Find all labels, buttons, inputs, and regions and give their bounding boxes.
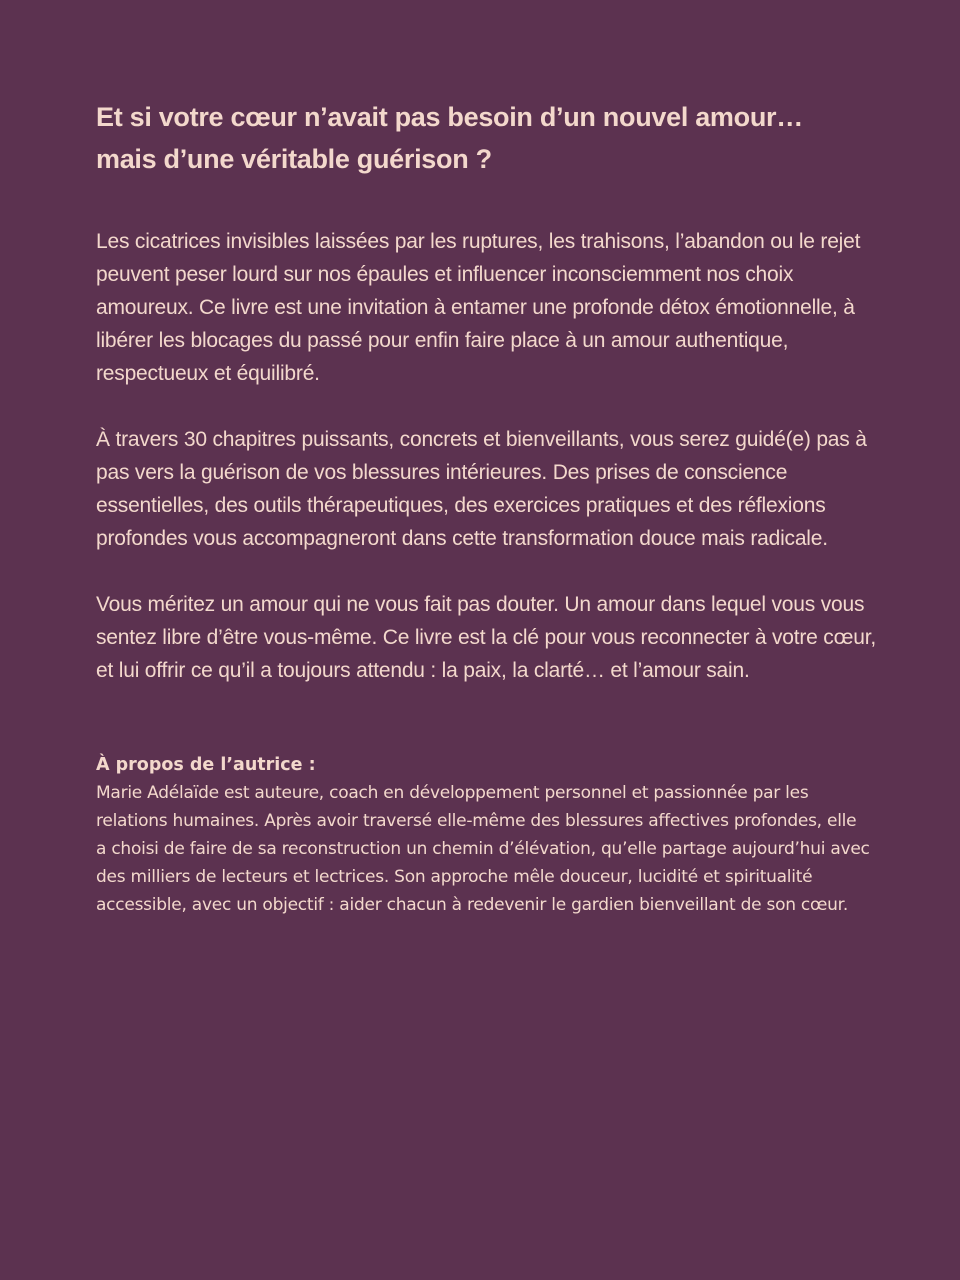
headline [96,96,876,180]
headline-line-2: mais d’une véritable guérison ? [96,144,492,174]
closing-paragraph: Vous méritez un amour qui ne vous fait pas douter. Un amour dans lequel vous vous sentez libre d’être vous-même. Ce livre est la clé pour vous reconnecter à votre cœur, et lui offrir ce qu’il a toujours attendu : la paix, la clarté… et l’amour sain. [96,593,876,682]
about-author-section [96,751,871,919]
intro-paragraph: Les cicatrices invisibles laissées par les ruptures, les trahisons, l’abandon ou le rejet peuvent peser lourd sur nos épaules et influencer inconsciemment nos choix amoureux. Ce livre est une invitation à entamer une profonde détox émotionnelle, à libérer les blocages du passé pour enfin faire place à un amour authentique, respectueux et équilibré. [96,230,861,385]
headline-line-1: Et si votre cœur n’avait pas besoin d’un nouvel amour… [96,102,803,132]
back-cover-content [96,96,876,919]
chapters-paragraph: À travers 30 chapitres puissants, concrets et bienveillants, vous serez guidé(e) pas à pas vers la guérison de vos blessures intérieures. Des prises de conscience essentielles, des outils thérapeutiques, des exercices pratiques et des réflexions profondes vous accompagneront dans cette transformation douce mais radicale. [96,428,867,550]
about-author-title: À propos de l’autrice : [96,755,316,775]
about-author-text: Marie Adélaïde est auteure, coach en développement personnel et passionnée par les relations humaines. Après avoir traversé elle-même des blessures affectives profondes, elle a choisi de faire de sa reconstruction un chemin d’élévation, qu’elle partage aujourd’hui avec des milliers de lecteurs et lectrices. Son approche mêle douceur, lucidité et spiritualité accessible, avec un objectif : aider chacun à redevenir le gardien bienveillant de son cœur. [96,783,870,915]
